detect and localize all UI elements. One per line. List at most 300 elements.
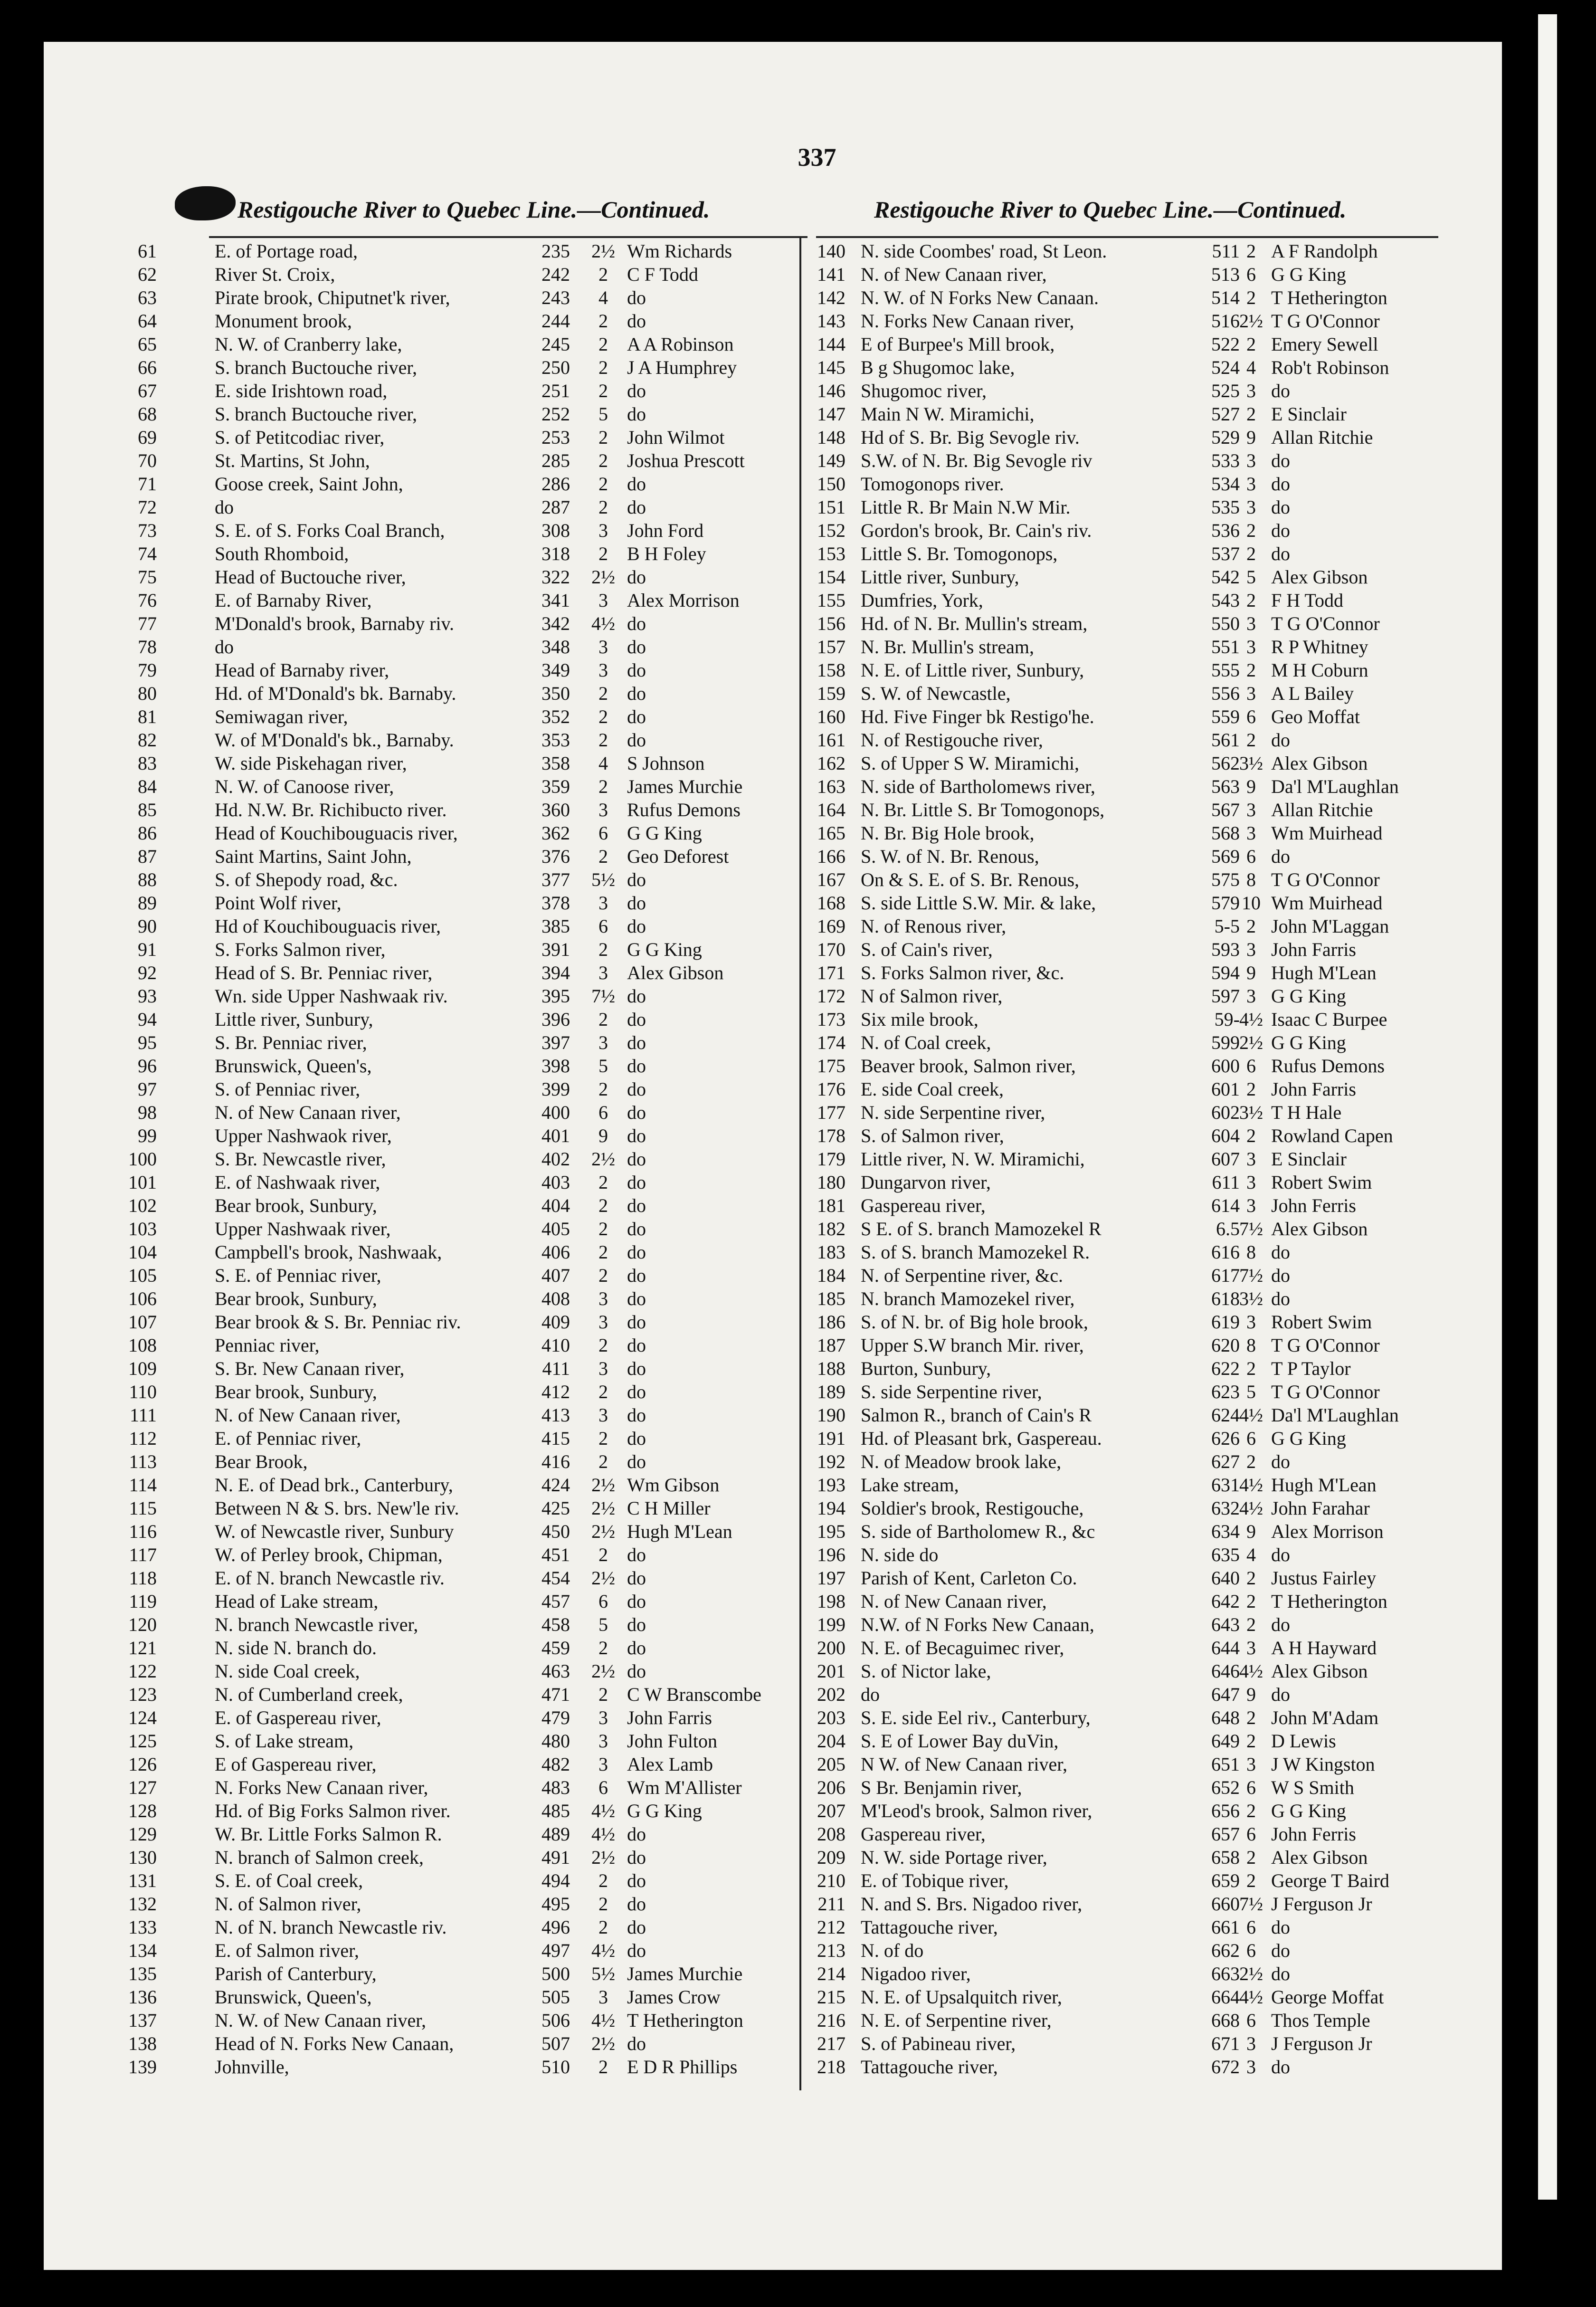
lot-value: 555 <box>1211 659 1240 681</box>
grantee: Wm Muirhead <box>1271 892 1383 914</box>
lot-value: 559 <box>1211 706 1240 727</box>
grantee: do <box>627 2033 646 2054</box>
grantee: James Murchie <box>627 776 743 797</box>
lot-number: 78 <box>138 636 157 658</box>
lot-value: 322 <box>542 566 570 588</box>
page-number: 337 <box>798 143 836 172</box>
lot-value: 567 <box>1211 799 1240 820</box>
acres: 4½ <box>1239 1660 1263 1682</box>
lot-number: 120 <box>128 1614 157 1635</box>
lot-number: 209 <box>817 1847 846 1868</box>
location: N. E. of Little river, Sunbury, <box>861 659 1084 681</box>
acres: 6 <box>1246 1916 1256 1938</box>
location: Head of Kouchibouguacis river, <box>215 822 458 844</box>
acres: 2½ <box>591 1567 615 1589</box>
grantee: do <box>627 1637 646 1659</box>
acres: 5 <box>1246 1381 1256 1402</box>
table-row <box>0 1334 1596 1357</box>
acres: 7½ <box>591 985 615 1007</box>
location: N. Forks New Canaan river, <box>215 1777 428 1798</box>
lot-value: 597 <box>1211 985 1240 1007</box>
lot-value: 360 <box>542 799 570 820</box>
grantee: John M'Laggan <box>1271 915 1389 937</box>
table-row <box>0 356 1596 379</box>
lot-value: 529 <box>1211 427 1240 448</box>
acres: 6 <box>1246 2010 1256 2031</box>
lot-value: 614 <box>1211 1195 1240 1216</box>
grantee: do <box>627 1241 646 1263</box>
acres: 9 <box>1246 962 1256 983</box>
lot-number: 75 <box>138 566 157 588</box>
lot-value: 489 <box>542 1823 570 1845</box>
lot-number: 202 <box>817 1684 846 1705</box>
lot-value: 251 <box>542 380 570 401</box>
lot-value: 359 <box>542 776 570 797</box>
location: M'Donald's brook, Barnaby riv. <box>215 613 454 634</box>
acres: 2 <box>598 473 608 495</box>
grantee: do <box>627 473 646 495</box>
location: S. Br. Penniac river, <box>215 1032 367 1053</box>
grantee: Rufus Demons <box>627 799 741 820</box>
location: S. Br. New Canaan river, <box>215 1358 405 1379</box>
lot-value: 349 <box>542 659 570 681</box>
lot-value: 402 <box>542 1148 570 1170</box>
lot-number: 84 <box>138 776 157 797</box>
table-row <box>0 496 1596 519</box>
lot-number: 171 <box>817 962 846 983</box>
location: S. E of Lower Bay duVin, <box>861 1730 1059 1752</box>
lot-value: 377 <box>542 869 570 890</box>
acres: 4½ <box>591 613 615 634</box>
grantee: do <box>1271 1614 1290 1635</box>
lot-value: 409 <box>542 1311 570 1333</box>
grantee: do <box>627 1847 646 1868</box>
lot-value: 651 <box>1211 1754 1240 1775</box>
acres: 2 <box>598 1009 608 1030</box>
table-row <box>0 379 1596 402</box>
acres: 3½ <box>1239 1288 1263 1309</box>
grantee: B H Foley <box>627 543 706 564</box>
acres: 2 <box>598 1335 608 1356</box>
lot-value: 342 <box>542 613 570 634</box>
lot-value: 458 <box>542 1614 570 1635</box>
lot-value: 506 <box>542 2010 570 2031</box>
acres: 2 <box>598 939 608 960</box>
grantee: do <box>1271 2056 1290 2078</box>
table-row <box>0 775 1596 798</box>
lot-number: 175 <box>817 1055 846 1077</box>
grantee: do <box>627 1544 646 1565</box>
lot-number: 66 <box>138 357 157 378</box>
lot-number: 107 <box>128 1311 157 1333</box>
location: S. W. of N. Br. Renous, <box>861 846 1039 867</box>
table-row <box>0 752 1596 775</box>
acres: 2½ <box>591 1521 615 1542</box>
table-row <box>0 728 1596 752</box>
location: Bear brook & S. Br. Penniac riv. <box>215 1311 461 1333</box>
lot-number: 189 <box>817 1381 846 1402</box>
acres: 5½ <box>591 869 615 890</box>
acres: 3 <box>598 799 608 820</box>
acres: 2 <box>598 1078 608 1100</box>
location: Hd of Kouchibouguacis river, <box>215 915 441 937</box>
lot-number: 138 <box>128 2033 157 2054</box>
grantee: George Moffat <box>1271 1986 1384 2008</box>
lot-value: 6.5 <box>1216 1218 1240 1239</box>
location: N. Br. Little S. Br Tomogonops, <box>861 799 1105 820</box>
grantee: G G King <box>627 1800 702 1821</box>
acres: 2 <box>1246 915 1256 937</box>
location: S. of Pabineau river, <box>861 2033 1016 2054</box>
acres: 2½ <box>591 566 615 588</box>
lot-number: 212 <box>817 1916 846 1938</box>
lot-value: 459 <box>542 1637 570 1659</box>
acres: 3 <box>598 1986 608 2008</box>
location: N. of do <box>861 1940 924 1961</box>
table-row <box>0 1962 1596 1985</box>
location: N. side N. branch do. <box>215 1637 377 1659</box>
lot-value: 618 <box>1211 1288 1240 1309</box>
acres: 2 <box>598 1637 608 1659</box>
lot-value: 604 <box>1211 1125 1240 1146</box>
location: N. branch Mamozekel river, <box>861 1288 1075 1309</box>
table-row <box>0 1008 1596 1031</box>
acres: 2 <box>1246 1707 1256 1728</box>
acres: 2 <box>598 846 608 867</box>
location: E. of Barnaby River, <box>215 590 372 611</box>
lot-value: 599 <box>1211 1032 1240 1053</box>
lot-number: 160 <box>817 706 846 727</box>
location: N. side of Bartholomews river, <box>861 776 1095 797</box>
table-row <box>0 519 1596 542</box>
lot-number: 116 <box>129 1521 157 1542</box>
lot-number: 172 <box>817 985 846 1007</box>
lot-number: 142 <box>817 287 846 308</box>
acres: 2 <box>1246 659 1256 681</box>
acres: 5½ <box>591 1963 615 1984</box>
lot-value: 601 <box>1211 1078 1240 1100</box>
acres: 6 <box>1246 1777 1256 1798</box>
acres: 2 <box>1246 1614 1256 1635</box>
table-row <box>0 1031 1596 1054</box>
acres: 2 <box>1246 1800 1256 1821</box>
location: N. side Coal creek, <box>215 1660 360 1682</box>
location: Point Wolf river, <box>215 892 342 914</box>
location: E of Gaspereau river, <box>215 1754 377 1775</box>
table-row <box>0 1054 1596 1077</box>
location: E. of Portage road, <box>215 240 358 262</box>
acres: 2 <box>598 1172 608 1193</box>
acres: 3 <box>1246 1172 1256 1193</box>
lot-value: 59- <box>1214 1009 1240 1030</box>
lot-number: 106 <box>128 1288 157 1309</box>
grantee: do <box>1271 1241 1290 1263</box>
table-row <box>0 1171 1596 1194</box>
grantee: G G King <box>1271 1800 1346 1821</box>
grantee: do <box>627 1428 646 1449</box>
lot-number: 81 <box>138 706 157 727</box>
grantee: do <box>627 892 646 914</box>
grantee: do <box>627 1172 646 1193</box>
lot-value: 412 <box>542 1381 570 1402</box>
grantee: do <box>1271 380 1290 401</box>
acres: 2 <box>598 1265 608 1286</box>
location: Beaver brook, Salmon river, <box>861 1055 1076 1077</box>
lot-number: 137 <box>128 2010 157 2031</box>
grantee: do <box>627 1567 646 1589</box>
acres: 2 <box>1246 520 1256 541</box>
lot-number: 196 <box>817 1544 846 1565</box>
acres: 7½ <box>1239 1218 1263 1239</box>
grantee: Da'l M'Laughlan <box>1271 1404 1399 1426</box>
grantee: John Farris <box>1271 1078 1356 1100</box>
grantee: do <box>627 915 646 937</box>
table-row <box>0 1822 1596 1846</box>
location: N. W. of N Forks New Canaan. <box>861 287 1099 308</box>
grantee: do <box>1271 1288 1290 1309</box>
location: do <box>215 496 234 518</box>
location: S E. of S. branch Mamozekel R <box>861 1218 1102 1239</box>
location: Dumfries, York, <box>861 590 983 611</box>
location: W. Br. Little Forks Salmon R. <box>215 1823 442 1845</box>
acres: 2 <box>1246 403 1256 425</box>
lot-value: 551 <box>1211 636 1240 658</box>
acres: 6 <box>598 1777 608 1798</box>
acres: 3 <box>1246 1311 1256 1333</box>
location: On & S. E. of S. Br. Renous, <box>861 869 1080 890</box>
location: Burton, Sunbury, <box>861 1358 991 1379</box>
lot-value: 252 <box>542 403 570 425</box>
location: S. side of Bartholomew R., &c <box>861 1521 1095 1542</box>
grantee: G G King <box>1271 985 1346 1007</box>
location: Tomogonops river. <box>861 473 1004 495</box>
lot-number: 114 <box>129 1474 157 1496</box>
grantee: T H Hale <box>1271 1102 1342 1123</box>
acres: 6 <box>1246 1823 1256 1845</box>
grantee: J A Humphrey <box>627 357 737 378</box>
location: N. side Serpentine river, <box>861 1102 1045 1123</box>
acres: 3 <box>598 1404 608 1426</box>
table-row <box>0 845 1596 868</box>
lot-value: 635 <box>1211 1544 1240 1565</box>
lot-number: 197 <box>817 1567 846 1589</box>
lot-value: 405 <box>542 1218 570 1239</box>
acres: 3 <box>598 1754 608 1775</box>
location: S. of Petitcodiac river, <box>215 427 385 448</box>
acres: 3 <box>598 659 608 681</box>
lot-number: 183 <box>817 1241 846 1263</box>
lot-value: 497 <box>542 1940 570 1961</box>
grantee: Alex Morrison <box>627 590 740 611</box>
location: S. Forks Salmon river, &c. <box>861 962 1064 983</box>
table-row <box>0 1147 1596 1171</box>
location: E. side Irishtown road, <box>215 380 388 401</box>
lot-number: 207 <box>817 1800 846 1821</box>
acres: 3 <box>598 636 608 658</box>
table-row <box>0 1799 1596 1822</box>
lot-number: 82 <box>138 729 157 751</box>
lot-value: 575 <box>1211 869 1240 890</box>
grantee: E D R Phillips <box>627 2056 738 2078</box>
lot-value: 616 <box>1211 1241 1240 1263</box>
lot-number: 156 <box>817 613 846 634</box>
grantee: Rowland Capen <box>1271 1125 1393 1146</box>
grantee: do <box>1271 543 1290 564</box>
acres: 4 <box>598 753 608 774</box>
lot-value: 533 <box>1211 450 1240 471</box>
table-row <box>0 1240 1596 1264</box>
location: S. of Lake stream, <box>215 1730 354 1752</box>
lot-value: 352 <box>542 706 570 727</box>
lot-number: 143 <box>817 310 846 332</box>
lot-number: 101 <box>128 1172 157 1193</box>
grantee: do <box>627 1288 646 1309</box>
lot-value: 569 <box>1211 846 1240 867</box>
acres: 3 <box>1246 473 1256 495</box>
grantee: do <box>627 985 646 1007</box>
location: Brunswick, Queen's, <box>215 1986 372 2008</box>
location: do <box>861 1684 880 1705</box>
location: N. of Cumberland creek, <box>215 1684 403 1705</box>
acres: 2 <box>1246 543 1256 564</box>
acres: 2 <box>598 1218 608 1239</box>
lot-value: 425 <box>542 1497 570 1519</box>
lot-value: 664 <box>1211 1986 1240 2008</box>
location: N. Forks New Canaan river, <box>861 310 1074 332</box>
acres: 3 <box>1246 985 1256 1007</box>
lot-value: 398 <box>542 1055 570 1077</box>
acres: 2½ <box>1239 310 1263 332</box>
lot-value: 395 <box>542 985 570 1007</box>
grantee: G G King <box>1271 264 1346 285</box>
lot-number: 135 <box>128 1963 157 1984</box>
acres: 2 <box>598 1381 608 1402</box>
lot-value: 401 <box>542 1125 570 1146</box>
acres: 3 <box>598 1032 608 1053</box>
acres: 6 <box>598 822 608 844</box>
lot-number: 141 <box>817 264 846 285</box>
location: Bear brook, Sunbury, <box>215 1288 377 1309</box>
lot-number: 158 <box>817 659 846 681</box>
lot-number: 205 <box>817 1754 846 1775</box>
table-row <box>0 1077 1596 1101</box>
acres: 2 <box>1246 287 1256 308</box>
grantee: do <box>627 1404 646 1426</box>
lot-number: 193 <box>817 1474 846 1496</box>
grantee: do <box>627 1358 646 1379</box>
grantee: Alex Gibson <box>627 962 724 983</box>
acres: 2 <box>1246 1730 1256 1752</box>
acres: 2 <box>598 496 608 518</box>
location: S. of S. branch Mamozekel R. <box>861 1241 1090 1263</box>
lot-number: 129 <box>128 1823 157 1845</box>
lot-number: 151 <box>817 496 846 518</box>
grantee: do <box>1271 1265 1290 1286</box>
table-row <box>0 1450 1596 1473</box>
grantee: A L Bailey <box>1271 683 1354 704</box>
location: W. of M'Donald's bk., Barnaby. <box>215 729 454 751</box>
location: E. of N. branch Newcastle riv. <box>215 1567 445 1589</box>
acres: 6 <box>598 1591 608 1612</box>
location: Shugomoc river, <box>861 380 987 401</box>
grantee: Wm M'Allister <box>627 1777 742 1798</box>
grantee: Alex Gibson <box>1271 1847 1368 1868</box>
lot-number: 97 <box>138 1078 157 1100</box>
lot-value: 479 <box>542 1707 570 1728</box>
acres: 2 <box>1246 590 1256 611</box>
table-row <box>0 2055 1596 2078</box>
location: W. side Piskehagan river, <box>215 753 407 774</box>
lot-value: 593 <box>1211 939 1240 960</box>
lot-number: 134 <box>128 1940 157 1961</box>
acres: 2½ <box>591 1474 615 1496</box>
lot-number: 95 <box>138 1032 157 1053</box>
lot-value: 285 <box>542 450 570 471</box>
lot-value: 626 <box>1211 1428 1240 1449</box>
lot-number: 163 <box>817 776 846 797</box>
lot-value: 396 <box>542 1009 570 1030</box>
acres: 3 <box>598 1707 608 1728</box>
acres: 2 <box>598 450 608 471</box>
lot-value: 399 <box>542 1078 570 1100</box>
grantee: do <box>627 287 646 308</box>
location: Bear brook, Sunbury, <box>215 1381 377 1402</box>
acres: 2 <box>598 776 608 797</box>
acres: 9 <box>1246 1521 1256 1542</box>
acres: 6 <box>598 915 608 937</box>
lot-number: 131 <box>128 1870 157 1891</box>
location: N. Br. Big Hole brook, <box>861 822 1035 844</box>
lot-value: 661 <box>1211 1916 1240 1938</box>
lot-number: 147 <box>817 403 846 425</box>
location: S. side Serpentine river, <box>861 1381 1042 1402</box>
location: N. W. of New Canaan river, <box>215 2010 426 2031</box>
lot-number: 99 <box>138 1125 157 1146</box>
acres: 2½ <box>1239 1963 1263 1984</box>
table-row <box>0 1659 1596 1683</box>
grantee: Wm Richards <box>627 240 732 262</box>
location: S. of Shepody road, &c. <box>215 869 398 890</box>
lot-value: 450 <box>542 1521 570 1542</box>
table-row <box>0 309 1596 333</box>
lot-number: 217 <box>817 2033 846 2054</box>
lot-number: 150 <box>817 473 846 495</box>
location: E of Burpee's Mill brook, <box>861 334 1055 355</box>
lot-number: 70 <box>138 450 157 471</box>
grantee: do <box>1271 729 1290 751</box>
acres: 4½ <box>591 2010 615 2031</box>
lot-number: 110 <box>129 1381 157 1402</box>
grantee: Robert Swim <box>1271 1311 1372 1333</box>
lot-number: 112 <box>129 1428 157 1449</box>
grantee: Alex Gibson <box>1271 1660 1368 1682</box>
location: Dungarvon river, <box>861 1172 991 1193</box>
lot-number: 192 <box>817 1451 846 1472</box>
location: S. E. of Coal creek, <box>215 1870 363 1891</box>
location: B g Shugomoc lake, <box>861 357 1015 378</box>
lot-number: 215 <box>817 1986 846 2008</box>
grantee: E Sinclair <box>1271 403 1347 425</box>
table-row <box>0 938 1596 961</box>
location: S. branch Buctouche river, <box>215 357 418 378</box>
grantee: do <box>627 1009 646 1030</box>
lot-number: 181 <box>817 1195 846 1216</box>
lot-value: 5-5 <box>1214 915 1240 937</box>
lot-number: 64 <box>138 310 157 332</box>
location: Head of S. Br. Penniac river, <box>215 962 433 983</box>
lot-number: 79 <box>138 659 157 681</box>
acres: 2 <box>1246 729 1256 751</box>
